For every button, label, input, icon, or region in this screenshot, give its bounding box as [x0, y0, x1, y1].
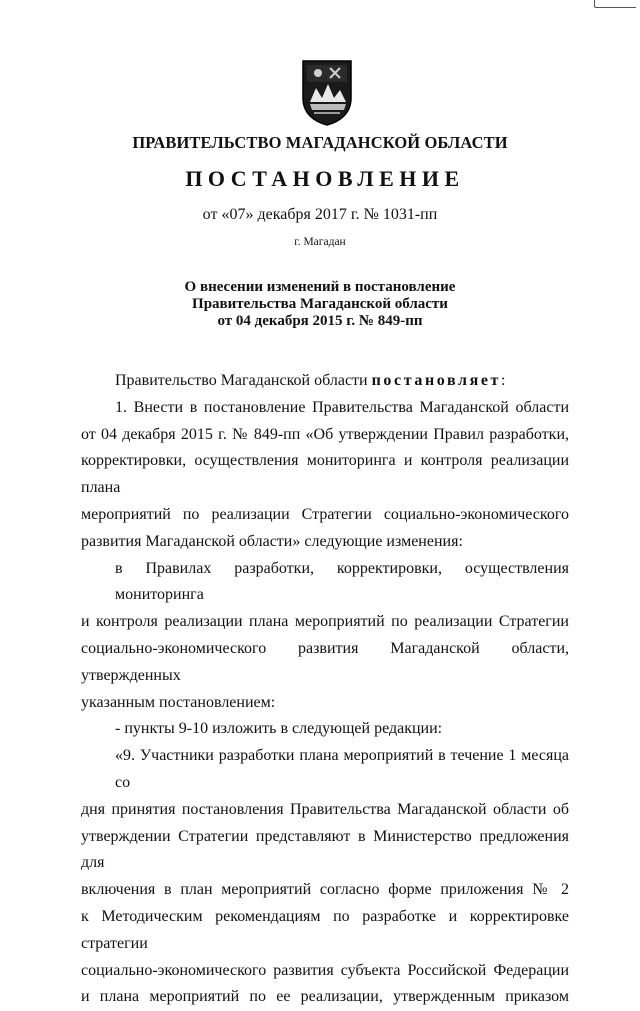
subject-line: от 04 декабря 2015 г. № 849-пп — [217, 313, 423, 329]
text-line: в Правилах разработки, корректировки, осуществления мониторинга — [115, 559, 569, 604]
text-line: социально-экономического развития субъекта Российской Федерации — [81, 961, 569, 979]
subject-line: О внесении изменений в постановление — [184, 279, 456, 295]
text-line: утверждении Стратегии представляют в Министерство предложения для — [81, 827, 569, 872]
magadan-coat-of-arms-icon — [300, 58, 354, 126]
paragraph-3 — [81, 716, 569, 743]
text-line: 1. Внести в постановление Правительства Магаданской области — [115, 398, 569, 416]
paragraph-4 — [81, 743, 569, 1011]
text-line: мероприятий по реализации Стратегии социально-экономического — [81, 505, 569, 523]
text-line: указанным постановлением: — [81, 693, 276, 711]
document-body — [81, 368, 569, 1011]
paragraph-2 — [81, 556, 569, 717]
text-line: развития Магаданской области» следующие изменения: — [81, 532, 463, 550]
document-city: г. Магадан — [294, 236, 346, 248]
document-date-number: от «07» декабря 2017 г. № 1031-пп — [202, 206, 438, 223]
text-line: социально-экономического развития Магаданской области, утвержденных — [81, 639, 569, 684]
text-line: и контроля реализации плана мероприятий по реализации Стратегии — [81, 613, 569, 631]
subject-line: Правительства Магаданской области — [192, 296, 448, 312]
text-line: от 04 декабря 2015 г. № 849-пп «Об утверждении Правил разработки, — [81, 425, 569, 443]
document-subject — [0, 279, 640, 330]
text-line: включения в план мероприятий согласно форме приложения № 2 — [81, 881, 569, 899]
paragraph-1 — [81, 395, 569, 556]
text-line: и плана мероприятий по ее реализации, утвержденным приказом — [81, 988, 569, 1006]
text-line: «9. Участники разработки плана мероприятий в течение 1 месяца со — [115, 747, 569, 791]
text-line: дня принятия постановления Правительства Магаданской области об — [81, 800, 569, 818]
text-line: к Методическим рекомендациям по разработке и корректировке стратегии — [81, 907, 569, 952]
text-line: - пункты 9-10 изложить в следующей редакции: — [115, 720, 443, 738]
preamble-prefix: Правительство Магаданской области — [115, 372, 368, 389]
text-line: корректировки, осуществления мониторинга и контроля реализации плана — [81, 452, 569, 497]
government-title: ПРАВИТЕЛЬСТВО МАГАДАНСКОЙ ОБЛАСТИ — [132, 133, 508, 152]
preamble-verb: постановляет — [371, 372, 502, 389]
preamble — [81, 368, 569, 395]
preamble-colon: : — [501, 372, 506, 389]
corner-mark — [594, 0, 636, 8]
document-type: ПОСТАНОВЛЕНИЕ — [185, 166, 465, 191]
